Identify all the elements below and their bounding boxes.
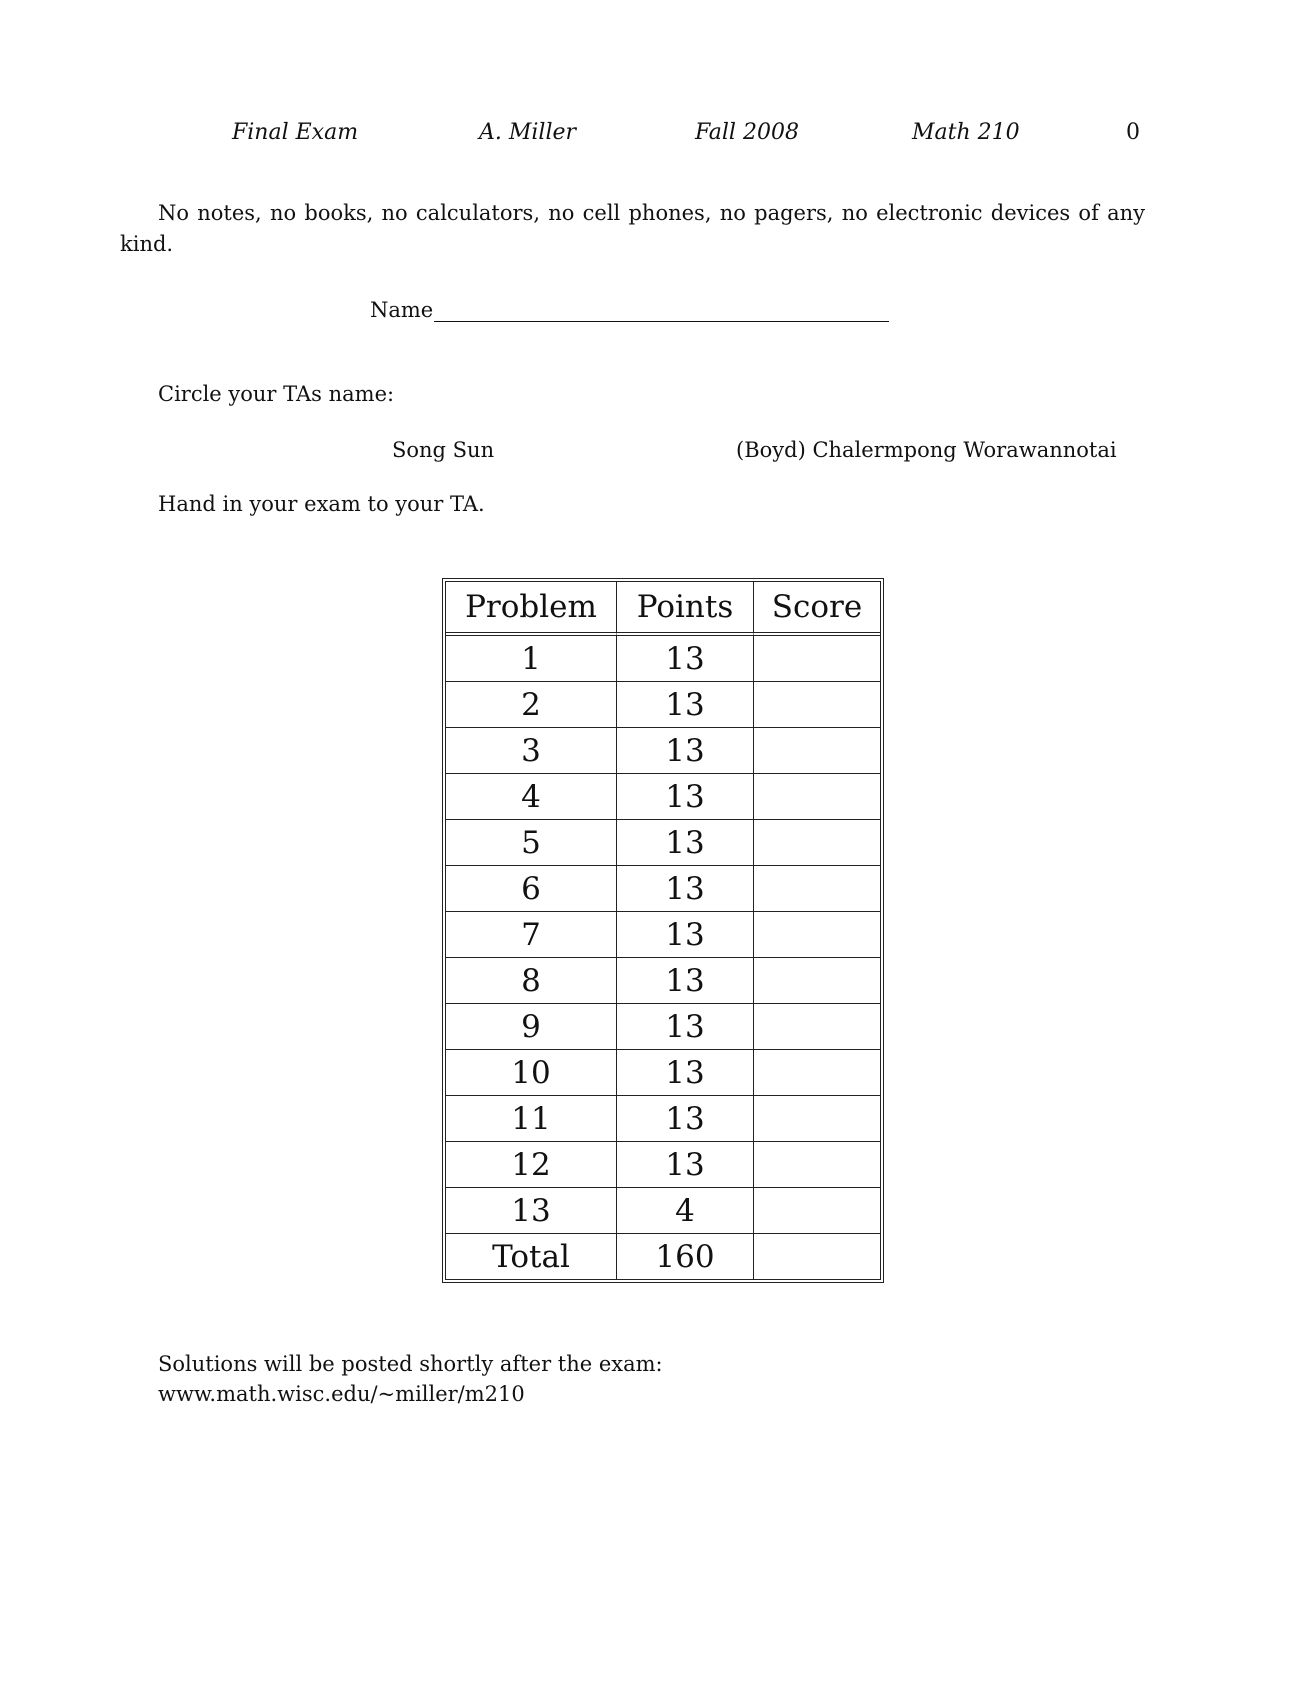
name-label: Name (370, 298, 434, 322)
score-cell[interactable] (754, 866, 880, 912)
problem-cell: 8 (446, 958, 617, 1004)
problem-cell: 9 (446, 1004, 617, 1050)
problem-cell: 6 (446, 866, 617, 912)
column-header-problem: Problem (446, 582, 617, 636)
course-name: Math 210 (912, 120, 1020, 145)
solutions-note (158, 1349, 663, 1409)
column-header-points: Points (617, 582, 754, 636)
problem-cell: 5 (446, 820, 617, 866)
score-cell[interactable] (754, 1050, 880, 1096)
points-cell: 13 (617, 1050, 754, 1096)
ta-option-worawannotai[interactable]: (Boyd) Chalermpong Worawannotai (736, 438, 1117, 462)
table-row (446, 820, 880, 866)
problem-cell: 2 (446, 682, 617, 728)
score-cell[interactable] (754, 1004, 880, 1050)
table-row (446, 682, 880, 728)
points-cell: 13 (617, 1142, 754, 1188)
problem-cell: 3 (446, 728, 617, 774)
score-cell[interactable] (754, 636, 880, 682)
problem-cell: 1 (446, 636, 617, 682)
points-cell: 13 (617, 728, 754, 774)
page-number: 0 (1126, 120, 1140, 145)
circle-ta-prompt: Circle your TAs name: (158, 382, 395, 406)
table-row (446, 728, 880, 774)
score-cell[interactable] (754, 1142, 880, 1188)
points-cell: 13 (617, 1096, 754, 1142)
points-cell: 13 (617, 958, 754, 1004)
points-cell: 160 (617, 1234, 754, 1279)
problem-cell: 12 (446, 1142, 617, 1188)
points-cell: 13 (617, 774, 754, 820)
score-cell[interactable] (754, 1188, 880, 1234)
term: Fall 2008 (695, 120, 799, 145)
table-row (446, 958, 880, 1004)
table-row (446, 636, 880, 682)
score-cell[interactable] (754, 1096, 880, 1142)
hand-in-instruction: Hand in your exam to your TA. (158, 492, 485, 516)
score-cell[interactable] (754, 912, 880, 958)
solutions-text: Solutions will be posted shortly after the exam: (158, 1352, 663, 1376)
score-cell[interactable] (754, 774, 880, 820)
score-cell[interactable] (754, 682, 880, 728)
problem-cell: 11 (446, 1096, 617, 1142)
table-row (446, 1096, 880, 1142)
points-cell: 4 (617, 1188, 754, 1234)
exam-instructions: No notes, no books, no calculators, no cell phones, no pagers, no electronic devices of any kind. (120, 201, 1145, 256)
score-table-header (446, 582, 880, 636)
table-row (446, 774, 880, 820)
score-cell[interactable] (754, 820, 880, 866)
problem-cell: 10 (446, 1050, 617, 1096)
table-row (446, 1188, 880, 1234)
table-row (446, 912, 880, 958)
exam-title: Final Exam (232, 120, 359, 145)
points-cell: 13 (617, 912, 754, 958)
problem-cell: 13 (446, 1188, 617, 1234)
score-cell[interactable] (754, 1234, 880, 1279)
table-row (446, 1142, 880, 1188)
table-row (446, 866, 880, 912)
problem-cell: 4 (446, 774, 617, 820)
score-cell[interactable] (754, 728, 880, 774)
score-cell[interactable] (754, 958, 880, 1004)
table-row (446, 1004, 880, 1050)
problem-cell: Total (446, 1234, 617, 1279)
instructor-name: A. Miller (479, 120, 577, 145)
name-field[interactable] (370, 298, 889, 322)
table-row (446, 1050, 880, 1096)
solutions-url[interactable]: www.math.wisc.edu/~miller/m210 (158, 1382, 525, 1406)
points-cell: 13 (617, 1004, 754, 1050)
column-header-score: Score (754, 582, 880, 636)
score-table-body (446, 636, 880, 1279)
points-cell: 13 (617, 866, 754, 912)
table-row (446, 1234, 880, 1279)
problem-cell: 7 (446, 912, 617, 958)
name-blank-line[interactable] (434, 299, 889, 322)
score-table (442, 578, 884, 1283)
points-cell: 13 (617, 636, 754, 682)
points-cell: 13 (617, 682, 754, 728)
ta-option-song-sun[interactable]: Song Sun (392, 438, 495, 462)
points-cell: 13 (617, 820, 754, 866)
